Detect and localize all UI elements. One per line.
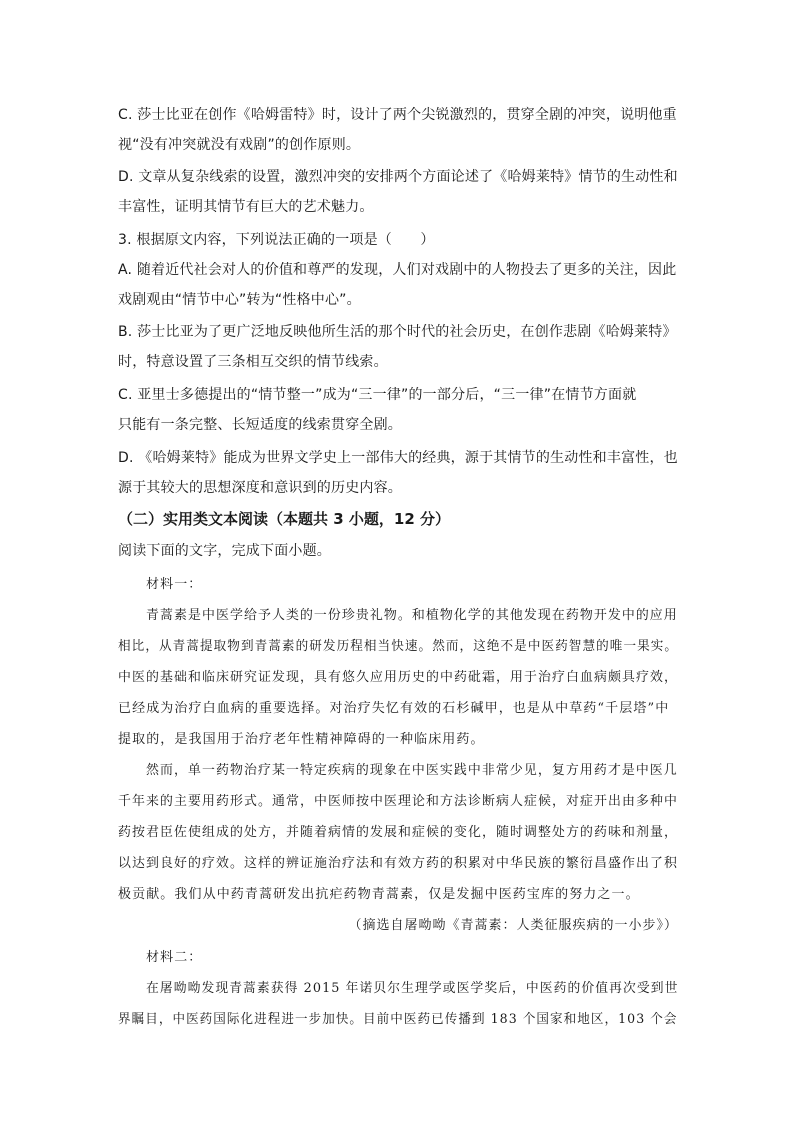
text-line: 源于其较大的思想深度和意识到的历史内容。 [118, 480, 402, 496]
text-line: 时，特意设置了三条相互交织的情节线索。 [118, 354, 388, 370]
paragraph-line: 相比，从青蒿提取物到青蒿素的研发历程相当快速。然而，这绝不是中医药智慧的唯一果实。 [118, 639, 679, 654]
material-1-label: 材料一： [146, 577, 203, 592]
material-2-label: 材料二： [146, 950, 203, 965]
paragraph-line: 药按君臣佐使组成的处方，并随着病情的发展和症候的变化，随时调整处方的药味和剂量， [118, 825, 679, 840]
paragraph-line: 极贡献。我们从中药青蒿研发出抗疟药物青蒿素，仅是发掘中医药宝库的努力之一。 [118, 887, 640, 902]
text-line: B. 莎士比亚为了更广泛地反映他所生活的那个时代的社会历史，在创作悲剧《哈姆莱特》 [118, 324, 677, 340]
paragraph-line: 在屠呦呦发现青蒿素获得 2015 年诺贝尔生理学或医学奖后，中医药的价值再次受到世 [146, 981, 679, 996]
paragraph-line: 青蒿素是中医学给予人类的一份珍贵礼物。和植物化学的其他发现在药物开发中的应用 [146, 608, 678, 623]
section-heading-text: （二）实用类文本阅读（本题共 3 小题，12 分） [118, 510, 450, 528]
text-line: 视“没有冲突就没有戏剧”的创作原则。 [118, 137, 361, 153]
text-line: A. 随着近代社会对人的价值和尊严的发现，人们对戏剧中的人物投去了更多的关注，因此 [118, 262, 677, 278]
text-line: 3. 根据原文内容，下列说法正确的一项是（ ） [118, 232, 435, 248]
paragraph-line: 千年来的主要用药形式。通常，中医师按中医理论和方法诊断病人症候，对症开出由多种中 [118, 794, 679, 809]
paragraph-line: 已经成为治疗白血病的重要选择。对治疗失忆有效的石杉碱甲，也是从中草药“千层塔”中 [118, 701, 670, 716]
paragraph-line: 然而，单一药物治疗某一特定疾病的现象在中医实践中非常少见，复方用药才是中医几 [146, 763, 678, 778]
text-line: 丰富性，证明其情节有巨大的艺术魅力。 [118, 199, 374, 215]
paragraph-line: 以达到良好的疗效。这样的辨证施治疗法和有效方药的积累对中华民族的繁衍昌盛作出了积 [118, 856, 679, 871]
paragraph-line: 界瞩目，中医药国际化进程进一步加快。目前中医药已传播到 183 个国家和地区，103 个会 [118, 1012, 678, 1027]
text-line: D. 《哈姆莱特》能成为世界文学史上一部伟大的经典，源于其情节的生动性和丰富性，也 [118, 450, 678, 466]
text-line: 戏剧观由“情节中心”转为“性格中心”。 [118, 292, 361, 308]
paragraph-line: 中医的基础和临床研究证发现，具有悠久应用历史的中药砒霜，用于治疗白血病颇具疗效， [118, 670, 679, 685]
text-line: D. 文章从复杂线索的设置，激烈冲突的安排两个方面论述了《哈姆莱特》情节的生动性和 [118, 169, 678, 185]
text-line: 只能有一条完整、长短适度的线索贯穿全剧。 [118, 417, 402, 433]
text-line: C. 亚里士多德提出的“情节整一”成为“三一律”的一部分后，“三一律”在情节方面就 [118, 387, 637, 403]
material-1-source: （摘选自屠呦呦《青蒿素：人类征服疾病的一小步》） [348, 918, 678, 933]
instruction-text: 阅读下面的文字，完成下面小题。 [118, 543, 331, 559]
text-line: C. 莎士比亚在创作《哈姆雷特》时，设计了两个尖锐激烈的，贯穿全剧的冲突，说明他重 [118, 107, 677, 123]
paragraph-line: 提取的，是我国用于治疗老年性精神障碍的一种临床用药。 [118, 732, 485, 747]
